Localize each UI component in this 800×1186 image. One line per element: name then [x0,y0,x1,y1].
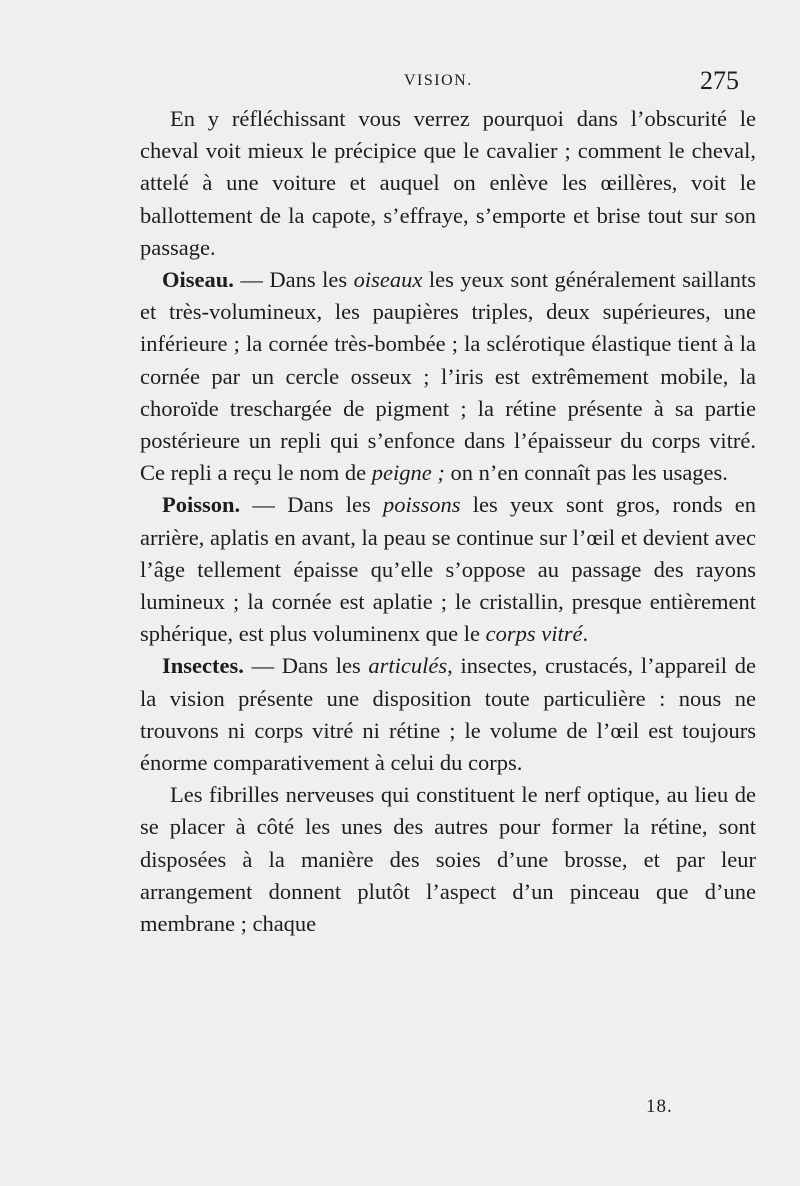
text-segment: — Dans les [233,267,354,293]
text-segment: — Dans les [240,492,383,518]
italic-term: oiseaux [353,267,423,293]
body-text [140,103,756,940]
page-header [0,66,800,100]
italic-term: peigne ; [371,460,445,486]
paragraph-insectes [140,650,756,779]
running-head: VISION. [404,72,473,89]
section-heading-insectes: Insectes. [162,653,244,679]
text-segment: . [582,621,589,647]
italic-term: corps vitré [485,621,583,647]
paragraph-oiseau [140,264,756,489]
signature-mark: 18. [646,1096,673,1117]
section-heading-oiseau: Oiseau. [162,267,234,293]
text-segment: — Dans les [243,653,369,679]
paragraph-cheval: En y réfléchissant vous verrez pourquoi dans l’obscurité le cheval voit mieux le précipice que le cavalier ; comment le cheval, attelé à une voiture et auquel on enlève les œillères, voit le ballottement de la capote, s’effraye, s’emporte et brise tout sur son passage. [140,106,756,260]
text-segment: on n’en connaît pas les usages. [444,460,728,486]
text-segment: les yeux sont gros, ronds en arrière, aplatis en avant, la peau se continue sur l’œil et devient avec l’âge tellement épaisse qu’elle s’oppose au passage des rayons lumineux ; la cornée est aplatie ; le cristallin, presque entièrement sphérique, est plus voluminenx que le [140,492,756,647]
text-segment: les yeux sont généralement saillants et très-volumineux, les paupières triples, deux supérieures, une inférieure ; la cornée très-bombée ; la sclérotique élastique tient à la cornée par un cercle osseux ; l’iris est extrêmement mobile, la choroïde treschargée de pigment ; la rétine présente à sa partie postérieure un repli qui s’enfonce dans l’épaisseur du corps vitré. Ce repli a reçu le nom de [140,267,756,486]
page-number: 275 [700,66,739,95]
section-heading-poisson: Poisson. [162,492,241,518]
italic-term: articulés [368,653,448,679]
italic-term: poissons [382,492,461,518]
paragraph-poisson [140,489,756,650]
paragraph-fibrilles: Les fibrilles nerveuses qui constituent le nerf optique, au lieu de se placer à côté les unes des autres pour former la rétine, sont disposées à la manière des soies d’une brosse, et par leur arrangement donnent plutôt l’aspect d’un pinceau que d’une membrane ; chaque [140,782,756,937]
text-segment: , insectes, crustacés, l’appareil de la vision présente une disposition toute particulière : nous ne trouvons ni corps vitré ni rétine ; le volume de l’œil est toujours énorme comparativement à celui du corps. [140,653,756,776]
